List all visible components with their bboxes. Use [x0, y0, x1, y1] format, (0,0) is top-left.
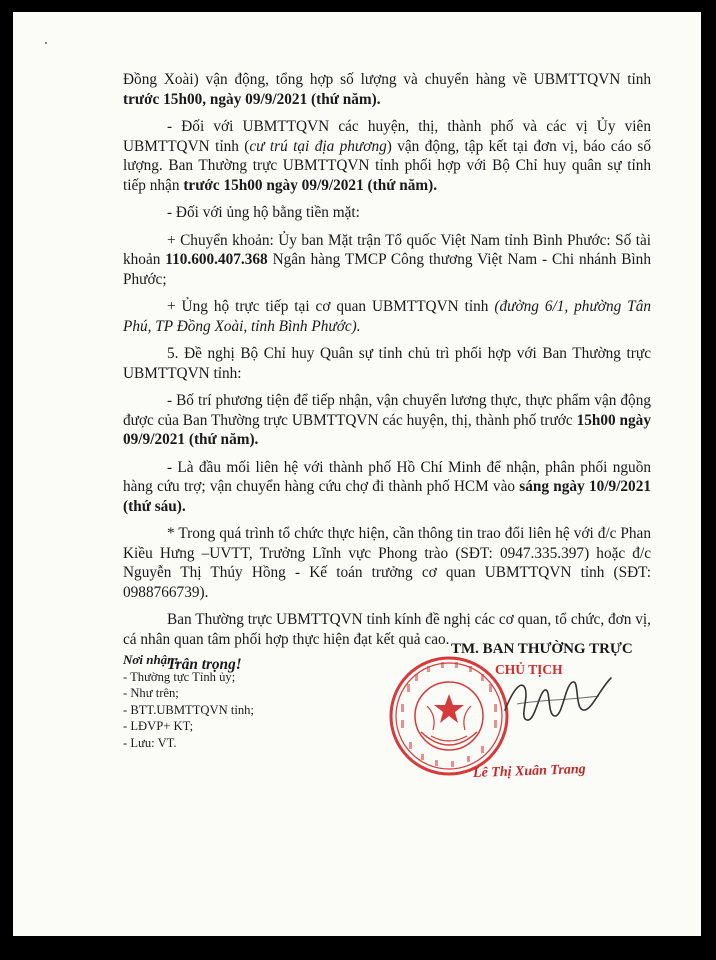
document-page	[13, 12, 701, 936]
recipients-block	[123, 652, 363, 751]
handwritten-signature-icon	[499, 670, 629, 730]
recipient-item: - BTT.UBMTTQVN tỉnh;	[123, 702, 254, 717]
official-seal-icon	[387, 654, 511, 778]
paragraph-1: Đồng Xoài) vận động, tổng hợp số lượng và chuyển hàng về UBMTTQVN tỉnh trước 15h00, ngày 09/9/2021 (thứ năm).	[123, 71, 651, 108]
paragraph-5: + Ủng hộ trực tiếp tại cơ quan UBMTTQVN tỉnh (đường 6/1, phường Tân Phú, TP Đồng Xoài, tỉnh Bình Phước).	[123, 298, 651, 335]
signature-role: CHỦ TỊCH	[495, 662, 563, 677]
paragraph-6: 5. Đề nghị Bộ Chỉ huy Quân sự tỉnh chủ trì phối hợp với Ban Thường trực UBMTTQVN tỉnh:	[123, 345, 651, 382]
paragraph-3: - Đối với ủng hộ bằng tiền mặt:	[167, 204, 360, 221]
recipient-item: - Lưu: VT.	[123, 735, 177, 750]
paragraph-9: * Trong quá trình tổ chức thực hiện, cần thông tin trao đổi liên hệ với đ/c Phan Kiều Hưng –UVTT, Trưởng Lĩnh vực Phong trào (SĐT: 0947.335.397) hoặc đ/c Nguyễn Thị Thúy Hồng - Kế toán trưởng cơ quan UBMTTQVN tỉnh (SĐT: 0988766739).	[123, 525, 651, 601]
recipient-item: - LĐVP+ KT;	[123, 719, 194, 733]
recipient-item: - Như trên;	[123, 686, 179, 700]
speck	[45, 42, 47, 44]
paragraph-4: + Chuyển khoản: Ủy ban Mặt trận Tổ quốc Việt Nam tỉnh Bình Phước: Số tài khoản 110.600.407.368 Ngân hàng TMCP Công thương Việt Nam - Chi nhánh Bình Phước;	[123, 231, 651, 288]
signature-block	[373, 634, 673, 784]
paragraph-7: - Bố trí phương tiện để tiếp nhận, vận chuyển lương thực, thực phẩm vận động được của Ban Thường trực UBMTTQVN các huyện, thị, thành phố trước 15h00 ngày 09/9/2021 (thứ năm).	[123, 392, 651, 448]
signer-name: Lê Thị Xuân Trang	[472, 762, 586, 781]
greeting: Trân trọng!	[167, 656, 242, 673]
paragraph-2: - Đối với UBMTTQVN các huyện, thị, thành phố và các vị Ủy viên UBMTTQVN tỉnh (cư trú tại địa phương) vận động, tập kết tại đơn vị, báo cáo số lượng. Ban Thường trực UBMTTQVN tỉnh phối hợp với Bộ Chỉ huy quân sự tỉnh tiếp nhận trước 15h00 ngày 09/9/2021 (thứ năm).	[123, 118, 652, 194]
paragraph-8: - Là đầu mối liên hệ với thành phố Hồ Chí Minh để nhận, phân phối nguồn hàng cứu trợ; vận chuyển hàng cứu chợ đi thành phố HCM vào sáng ngày 10/9/2021 (thứ sáu).	[123, 458, 651, 515]
paragraph-10: Ban Thường trực UBMTTQVN tỉnh kính đề nghị các cơ quan, tổ chức, đơn vị, cá nhân quan tâm phối hợp thực hiện đạt kết quả cao.	[123, 611, 651, 648]
document-body	[123, 70, 651, 675]
recipients-title: Nơi nhận:	[123, 652, 179, 667]
recipient-item: - Thường tực Tỉnh ủy;	[123, 669, 236, 684]
signature-title: TM. BAN THƯỜNG TRỰC	[451, 641, 633, 657]
